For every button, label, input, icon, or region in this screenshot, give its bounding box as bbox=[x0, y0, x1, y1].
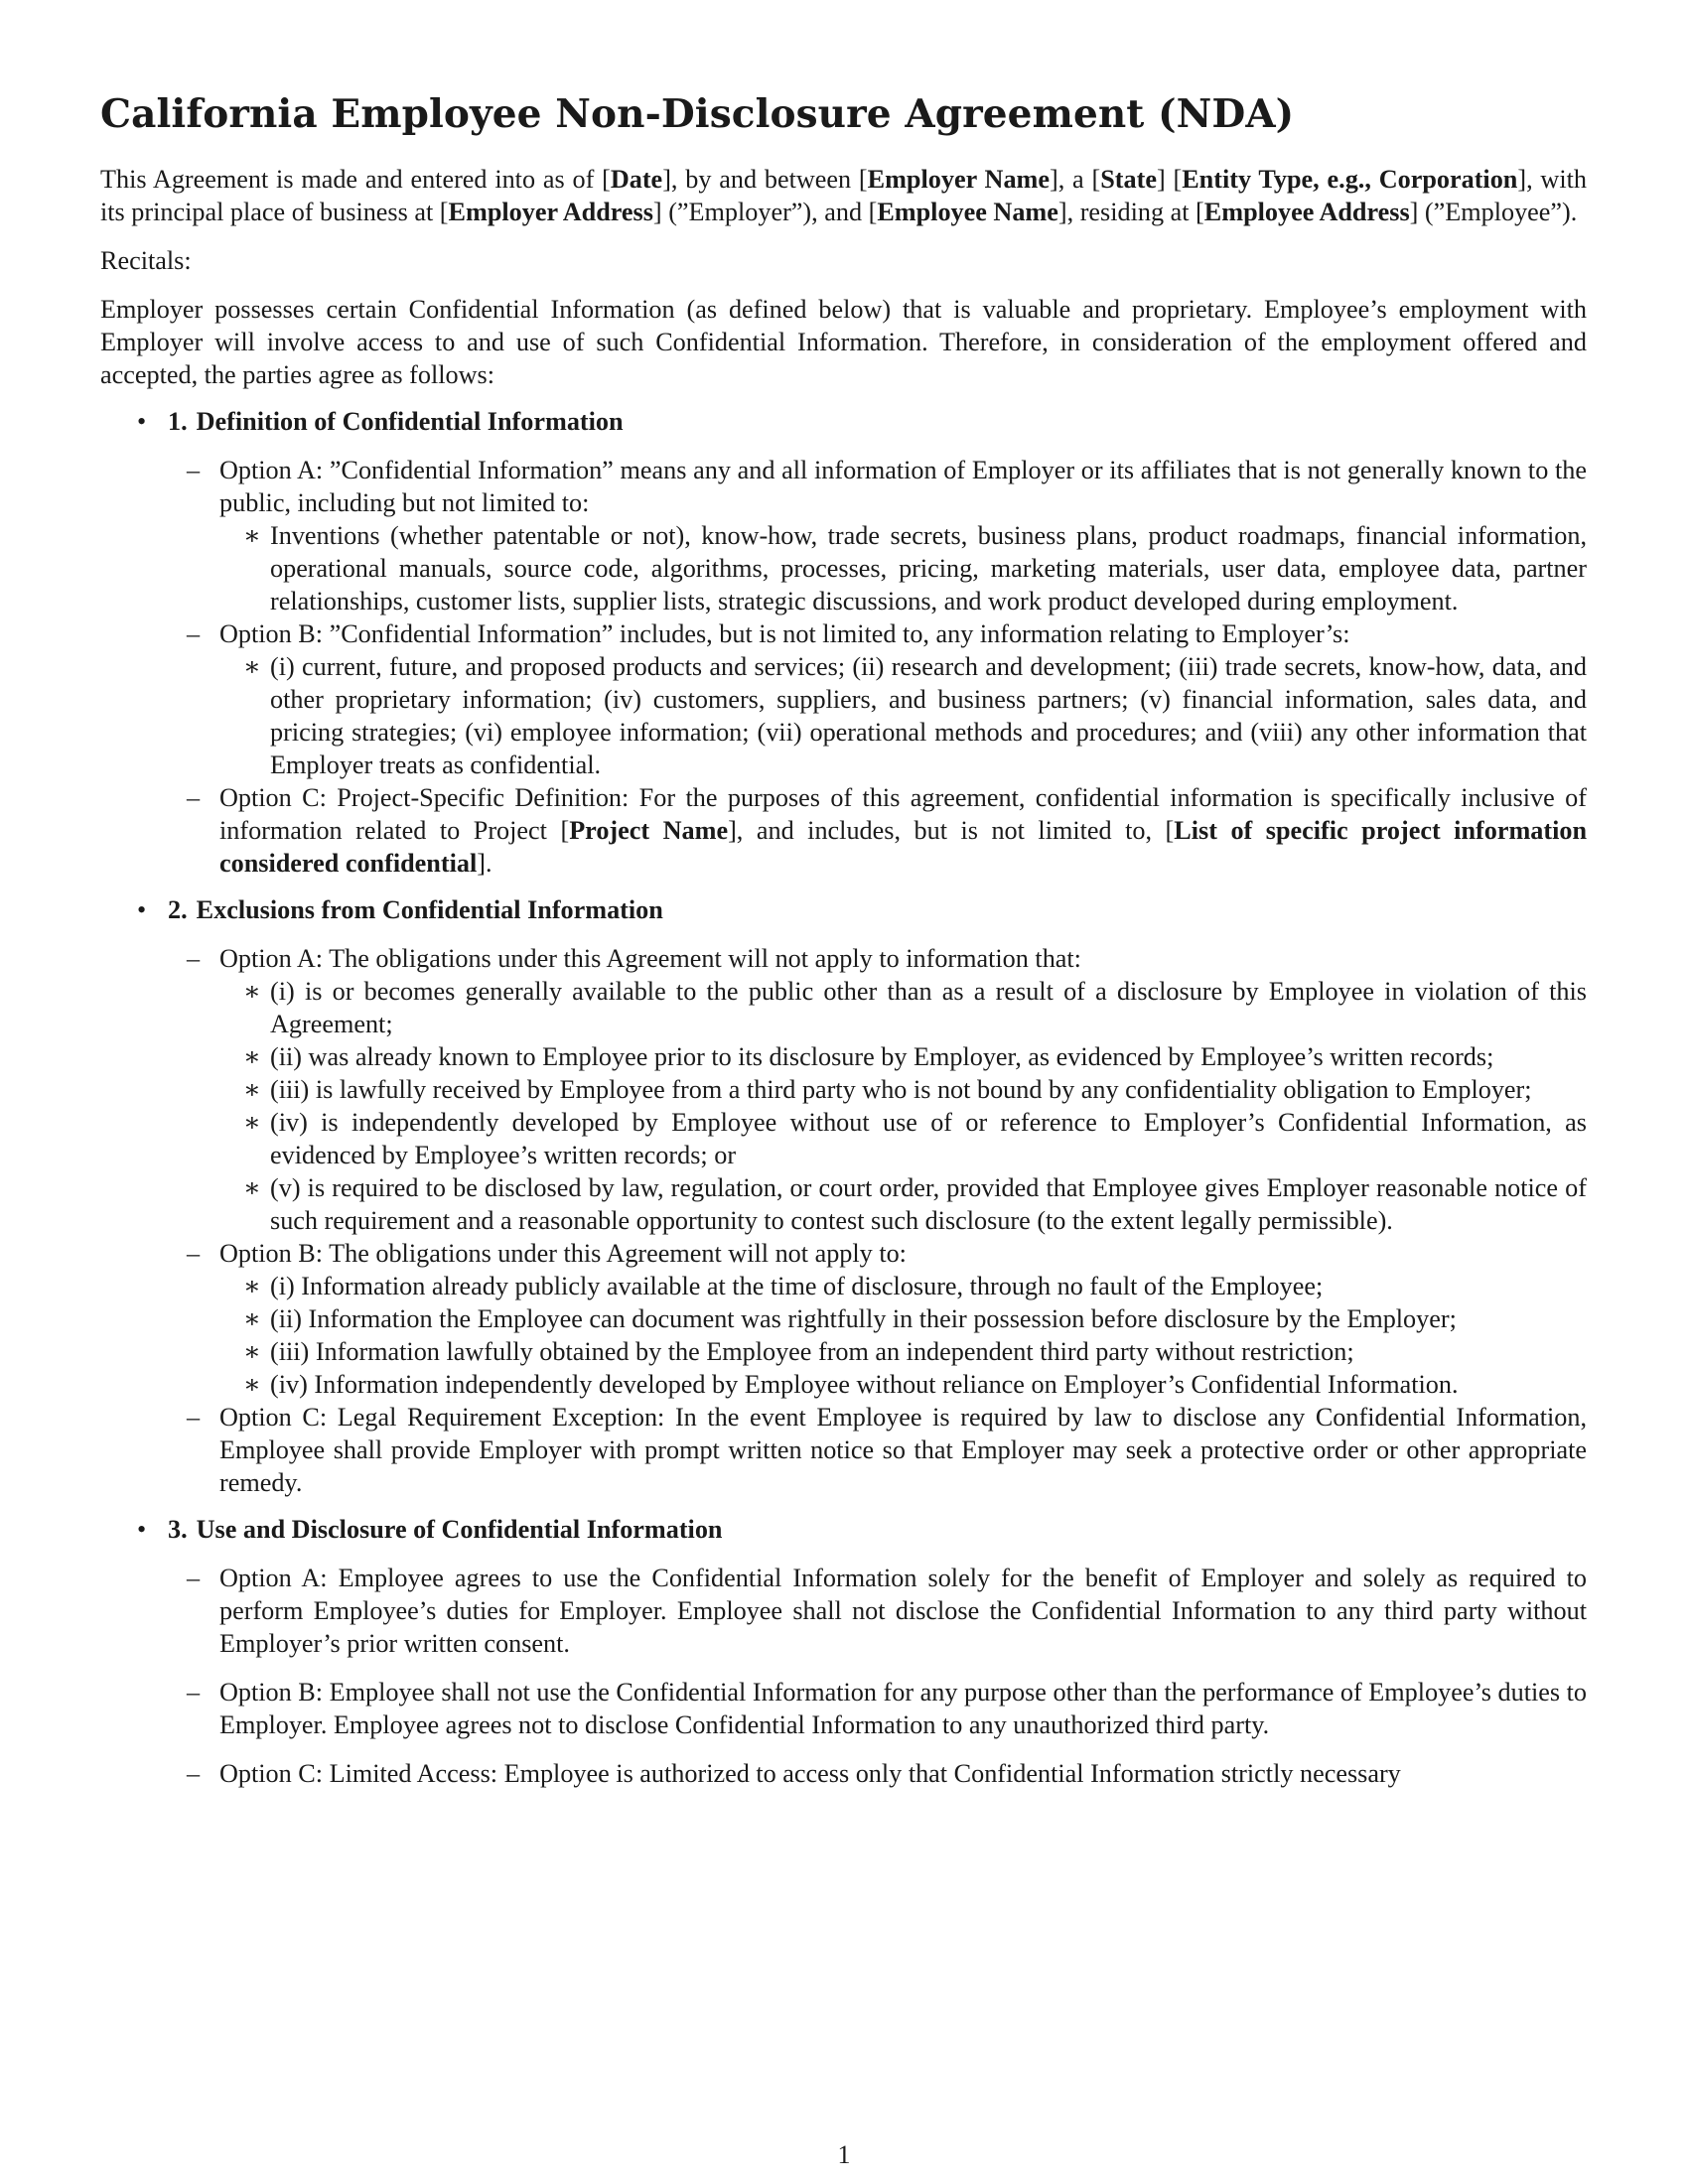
option-b bbox=[159, 1237, 1587, 1401]
option-a bbox=[159, 942, 1587, 1237]
item-list bbox=[219, 650, 1587, 781]
asterisk-icon: ∗ bbox=[243, 521, 261, 550]
option-text: Option C: Project-Specific Definition: For the purposes of this agreement, confidential information is specifically inclusive of information related to Project [ bbox=[219, 783, 1587, 845]
item-text: (i) Information already publicly available at the time of disclosure, through no fault of the Employee; bbox=[270, 1272, 1324, 1300]
item-text: (iv) is independently developed by Employee without use of or reference to Employer’s Confidential Information, as evidenced by Employee’s written records; or bbox=[270, 1108, 1587, 1169]
section-1 bbox=[100, 405, 1587, 880]
option-c bbox=[159, 1757, 1587, 1790]
asterisk-icon: ∗ bbox=[243, 1075, 261, 1104]
section-title: Exclusions from Confidential Information bbox=[196, 895, 663, 924]
section-title: Definition of Confidential Information bbox=[196, 407, 624, 436]
list-item bbox=[219, 1040, 1587, 1073]
option-b bbox=[159, 1676, 1587, 1741]
placeholder-employee-address: Employee Address bbox=[1203, 198, 1410, 226]
list-item bbox=[219, 1302, 1587, 1335]
list-item bbox=[219, 1368, 1587, 1401]
intro-text: ], by and between [ bbox=[662, 165, 868, 194]
option-text: Option B: Employee shall not use the Confidential Information for any purpose other than the performance of Employee’s duties to Employer. Employee agrees not to disclose Confidential Information to any unauthorized third party. bbox=[219, 1678, 1587, 1739]
section-number: 2. bbox=[168, 895, 188, 924]
list-item bbox=[219, 1335, 1587, 1368]
section-list bbox=[100, 405, 1587, 1790]
intro-text: ] (”Employer”), and [ bbox=[652, 198, 878, 226]
placeholder-date: Date bbox=[610, 165, 663, 194]
option-list bbox=[168, 454, 1587, 880]
bullet-icon: • bbox=[137, 407, 147, 436]
section-heading bbox=[168, 405, 1587, 438]
dash-icon: – bbox=[187, 944, 201, 973]
item-text: Inventions (whether patentable or not), know-how, trade secrets, business plans, product roadmaps, financial information, operational manuals, source code, algorithms, processes, pricing, marketing materials, user data, employee data, partner relationships, customer lists, supplier lists, strategic discussions, and work product developed during employment. bbox=[270, 521, 1587, 615]
section-heading bbox=[168, 893, 1587, 926]
section-heading bbox=[168, 1513, 1587, 1546]
option-list bbox=[168, 942, 1587, 1499]
option-text: Option B: The obligations under this Agreement will not apply to: bbox=[219, 1239, 907, 1268]
item-text: (ii) was already known to Employee prior to its disclosure by Employer, as evidenced by Employee’s written records; bbox=[270, 1042, 1494, 1071]
item-text: (i) is or becomes generally available to the public other than as a result of a disclosure by Employee in violation of this Agreement; bbox=[270, 977, 1587, 1038]
option-c bbox=[159, 1401, 1587, 1499]
list-item bbox=[219, 519, 1587, 617]
placeholder-employee-name: Employee Name bbox=[877, 198, 1058, 226]
dash-icon: – bbox=[187, 1403, 201, 1432]
intro-text: ], residing at [ bbox=[1057, 198, 1204, 226]
asterisk-icon: ∗ bbox=[243, 977, 261, 1006]
asterisk-icon: ∗ bbox=[243, 1337, 261, 1366]
section-2 bbox=[100, 893, 1587, 1499]
intro-text: ], with its principal place of business at [ bbox=[100, 165, 1587, 226]
section-title: Use and Disclosure of Confidential Information bbox=[196, 1515, 723, 1544]
page-number: 1 bbox=[837, 2140, 851, 2169]
option-list bbox=[168, 1562, 1587, 1790]
dash-icon: – bbox=[187, 1239, 201, 1268]
option-text: Option C: Limited Access: Employee is authorized to access only that Confidential Information strictly necessary bbox=[219, 1759, 1401, 1788]
bullet-icon: • bbox=[137, 895, 147, 924]
recitals-label: Recitals: bbox=[100, 246, 192, 275]
list-item bbox=[219, 1106, 1587, 1171]
asterisk-icon: ∗ bbox=[243, 652, 261, 681]
dash-icon: – bbox=[187, 1564, 201, 1592]
item-text: (iii) Information lawfully obtained by the Employee from an independent third party without restriction; bbox=[270, 1337, 1354, 1366]
intro-text: ] [ bbox=[1156, 165, 1183, 194]
option-text: Option A: Employee agrees to use the Confidential Information solely for the benefit of Employer and solely as required to perform Employee’s duties for Employer. Employee shall not disclose the Confidential Information to any third party without Employer’s prior written consent. bbox=[219, 1564, 1587, 1658]
option-text: Option B: ”Confidential Information” includes, but is not limited to, any information relating to Employer’s: bbox=[219, 619, 1350, 648]
option-text: Option A: The obligations under this Agreement will not apply to information that: bbox=[219, 944, 1081, 973]
document-title: California Employee Non-Disclosure Agreement (NDA) bbox=[100, 91, 1295, 137]
dash-icon: – bbox=[187, 619, 201, 648]
option-text: Option C: Legal Requirement Exception: In the event Employee is required by law to disclose any Confidential Information, Employee shall provide Employer with prompt written notice so that Employer may seek a protective order or other appropriate remedy. bbox=[219, 1403, 1587, 1497]
dash-icon: – bbox=[187, 456, 201, 484]
option-a bbox=[159, 1562, 1587, 1660]
asterisk-icon: ∗ bbox=[243, 1272, 261, 1300]
option-c bbox=[159, 781, 1587, 880]
placeholder-employer-name: Employer Name bbox=[867, 165, 1050, 194]
item-text: (i) current, future, and proposed products and services; (ii) research and development; (iii) trade secrets, know-how, data, and other proprietary information; (iv) customers, suppliers, and business partners; (v) financial information, sales data, and pricing strategies; (vi) employee information; (vii) operational methods and procedures; and (viii) any other information that Employer treats as confidential. bbox=[270, 652, 1587, 779]
consideration-paragraph: Employer possesses certain Confidential Information (as defined below) that is valuable and proprietary. Employee’s employment with Employer will involve access to and use of such Confidential Information. Therefore, in consideration of the employment offered and accepted, the parties agree as follows: bbox=[100, 295, 1587, 389]
item-text: (iii) is lawfully received by Employee from a third party who is not bound by any confidentiality obligation to Employer; bbox=[270, 1075, 1532, 1104]
intro-text: ] (”Employee”). bbox=[1409, 198, 1578, 226]
asterisk-icon: ∗ bbox=[243, 1042, 261, 1071]
item-list bbox=[219, 975, 1587, 1237]
list-item bbox=[219, 975, 1587, 1040]
list-item bbox=[219, 1270, 1587, 1302]
list-item bbox=[219, 1073, 1587, 1106]
asterisk-icon: ∗ bbox=[243, 1304, 261, 1333]
placeholder-entity-type: Entity Type, e.g., Corporation bbox=[1182, 165, 1518, 194]
dash-icon: – bbox=[187, 783, 201, 812]
placeholder-project-info: List of specific project information considered confidential bbox=[219, 816, 1588, 878]
list-item bbox=[219, 1171, 1587, 1237]
intro-text: ], a [ bbox=[1049, 165, 1101, 194]
dash-icon: – bbox=[187, 1678, 201, 1706]
intro-paragraph bbox=[100, 163, 1587, 228]
asterisk-icon: ∗ bbox=[243, 1173, 261, 1202]
option-text: ]. bbox=[477, 849, 492, 878]
intro-text: This Agreement is made and entered into as of [ bbox=[100, 165, 611, 194]
item-list bbox=[219, 519, 1587, 617]
section-number: 3. bbox=[168, 1515, 188, 1544]
option-b bbox=[159, 617, 1587, 781]
placeholder-project-name: Project Name bbox=[569, 816, 729, 845]
option-text: ], and includes, but is not limited to, [ bbox=[728, 816, 1175, 845]
list-item bbox=[219, 650, 1587, 781]
bullet-icon: • bbox=[137, 1515, 147, 1544]
section-3 bbox=[100, 1513, 1587, 1790]
document-page bbox=[100, 91, 1587, 1804]
option-a bbox=[159, 454, 1587, 617]
item-text: (iv) Information independently developed by Employee without reliance on Employer’s Confidential Information. bbox=[270, 1370, 1459, 1399]
item-text: (v) is required to be disclosed by law, regulation, or court order, provided that Employee gives Employer reasonable notice of such requirement and a reasonable opportunity to contest such disclosure (to the extent legally permissible). bbox=[270, 1173, 1587, 1235]
option-text: Option A: ”Confidential Information” means any and all information of Employer or its affiliates that is not generally known to the public, including but not limited to: bbox=[219, 456, 1587, 517]
placeholder-employer-address: Employer Address bbox=[448, 198, 653, 226]
section-number: 1. bbox=[168, 407, 188, 436]
asterisk-icon: ∗ bbox=[243, 1108, 261, 1137]
asterisk-icon: ∗ bbox=[243, 1370, 261, 1399]
dash-icon: – bbox=[187, 1759, 201, 1788]
placeholder-state: State bbox=[1100, 165, 1157, 194]
item-text: (ii) Information the Employee can document was rightfully in their possession before disclosure by the Employer; bbox=[270, 1304, 1457, 1333]
item-list bbox=[219, 1270, 1587, 1401]
